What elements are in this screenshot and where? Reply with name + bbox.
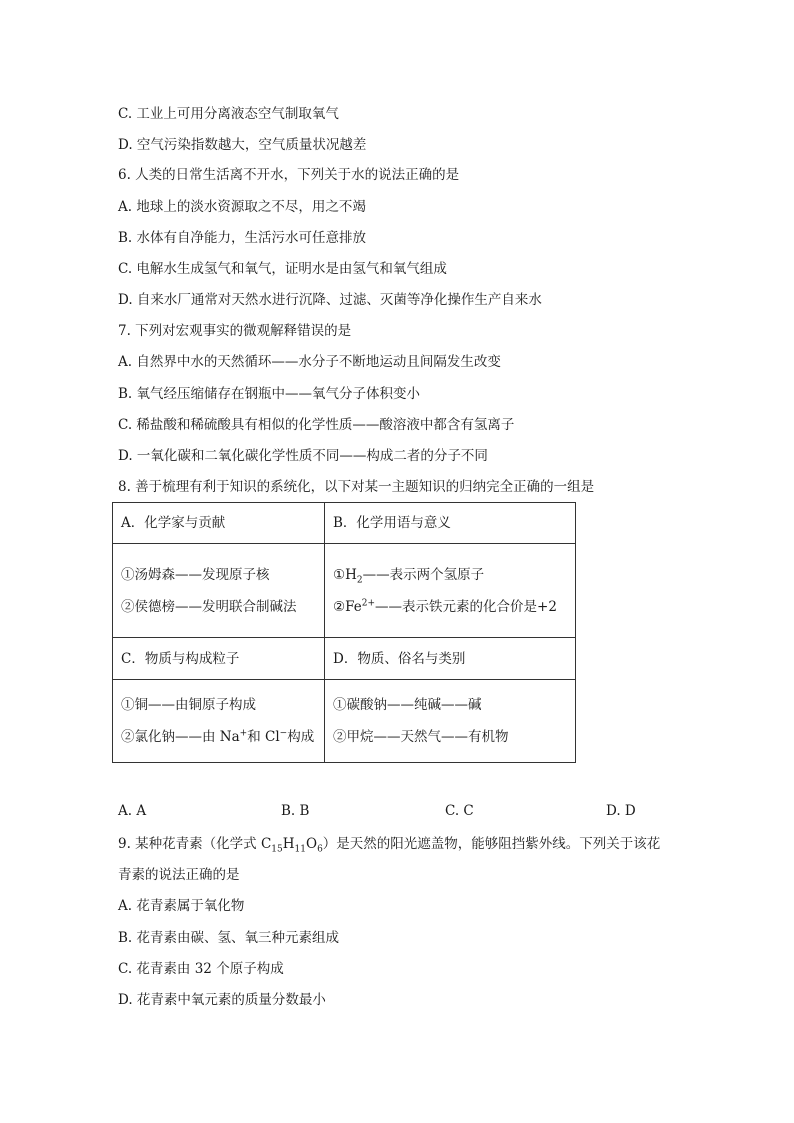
q7-stem: 7. 下列对宏观事实的微观解释错误的是: [118, 323, 352, 339]
q7-option-b: B. 氧气经压缩储存在钢瓶中——氧气分子体积变小: [118, 386, 421, 402]
q9-stem: 9. 某种花青素（化学式 $C_{15}H_{11}O_6$）是天然的阳光遮盖物，能够阻挡紫外线。下列关于该花: [118, 836, 661, 855]
q8-answer-options: [118, 803, 678, 821]
b-item-1: $①H_2——$表示两个氢原子: [333, 566, 485, 586]
table-cell-b-header: B．化学用语与意义: [325, 503, 576, 544]
table-cell-a-header: A．化学家与贡献: [113, 503, 325, 544]
q9-option-c: C. 花青素由 32 个原子构成: [118, 961, 284, 977]
q9-stem-line2: 青素的说法正确的是: [118, 867, 240, 883]
table-cell-d-header: D．物质、俗名与类别: [325, 638, 576, 680]
c-item-1: ①铜——由铜原子构成: [121, 697, 256, 713]
d-item-2: ②甲烷——天然气——有机物: [333, 729, 509, 745]
table-cell-b-body: [325, 544, 576, 638]
q6-option-a: A. 地球上的淡水资源取之不尽，用之不竭: [118, 199, 366, 215]
q8-option-d: D. D: [606, 803, 636, 819]
q6-option-b: B. 水体有自净能力，生活污水可任意排放: [118, 230, 367, 246]
q8-option-c: C. C: [445, 803, 474, 819]
q7-option-d: D. 一氧化碳和二氧化碳化学性质不同——构成二者的分子不同: [118, 448, 488, 464]
q6-stem: 6. 人类的日常生活离不开水，下列关于水的说法正确的是: [118, 167, 460, 183]
q8-option-b: B. B: [281, 803, 310, 819]
d-item-1: ①碳酸钠——纯碱——碱: [333, 697, 482, 713]
q8-options-table: [112, 502, 576, 763]
table-cell-a-body: [113, 544, 325, 638]
q9-option-b: B. 花青素由碳、氢、氧三种元素组成: [118, 930, 340, 946]
a-item-1: ①汤姆森——发现原子核: [121, 566, 270, 583]
q9-option-a: A. 花青素属于氧化物: [118, 898, 245, 914]
c-item-2: ②氯化钠——由 Na+和 Cl−构成: [121, 728, 315, 745]
b-item-2: $②Fe^{2+}——$表示铁元素的化合价是+2: [333, 598, 557, 615]
table-cell-c-header: C．物质与构成粒子: [113, 638, 325, 680]
q6-option-c: C. 电解水生成氢气和氧气，证明水是由氢气和氧气组成: [118, 261, 447, 277]
a-item-2: ②侯德榜——发明联合制碱法: [121, 598, 297, 615]
table-cell-d-body: [325, 680, 576, 763]
q5-option-c: C. 工业上可用分离液态空气制取氧气: [118, 106, 339, 122]
q9-option-d: D. 花青素中氧元素的质量分数最小: [118, 992, 326, 1008]
q8-stem: 8. 善于梳理有利于知识的系统化，以下对某一主题知识的归纳完全正确的一组是: [118, 479, 595, 495]
q8-option-a: A. A: [118, 803, 147, 819]
q6-option-d: D. 自来水厂通常对天然水进行沉降、过滤、灭菌等净化操作生产自来水: [118, 292, 542, 308]
q5-option-d: D. 空气污染指数越大，空气质量状况越差: [118, 137, 367, 153]
q7-option-c: C. 稀盐酸和稀硫酸具有相似的化学性质——酸溶液中都含有氢离子: [118, 417, 515, 433]
table-cell-c-body: [113, 680, 325, 763]
q7-option-a: A. 自然界中水的天然循环——水分子不断地运动且间隔发生改变: [118, 354, 501, 370]
